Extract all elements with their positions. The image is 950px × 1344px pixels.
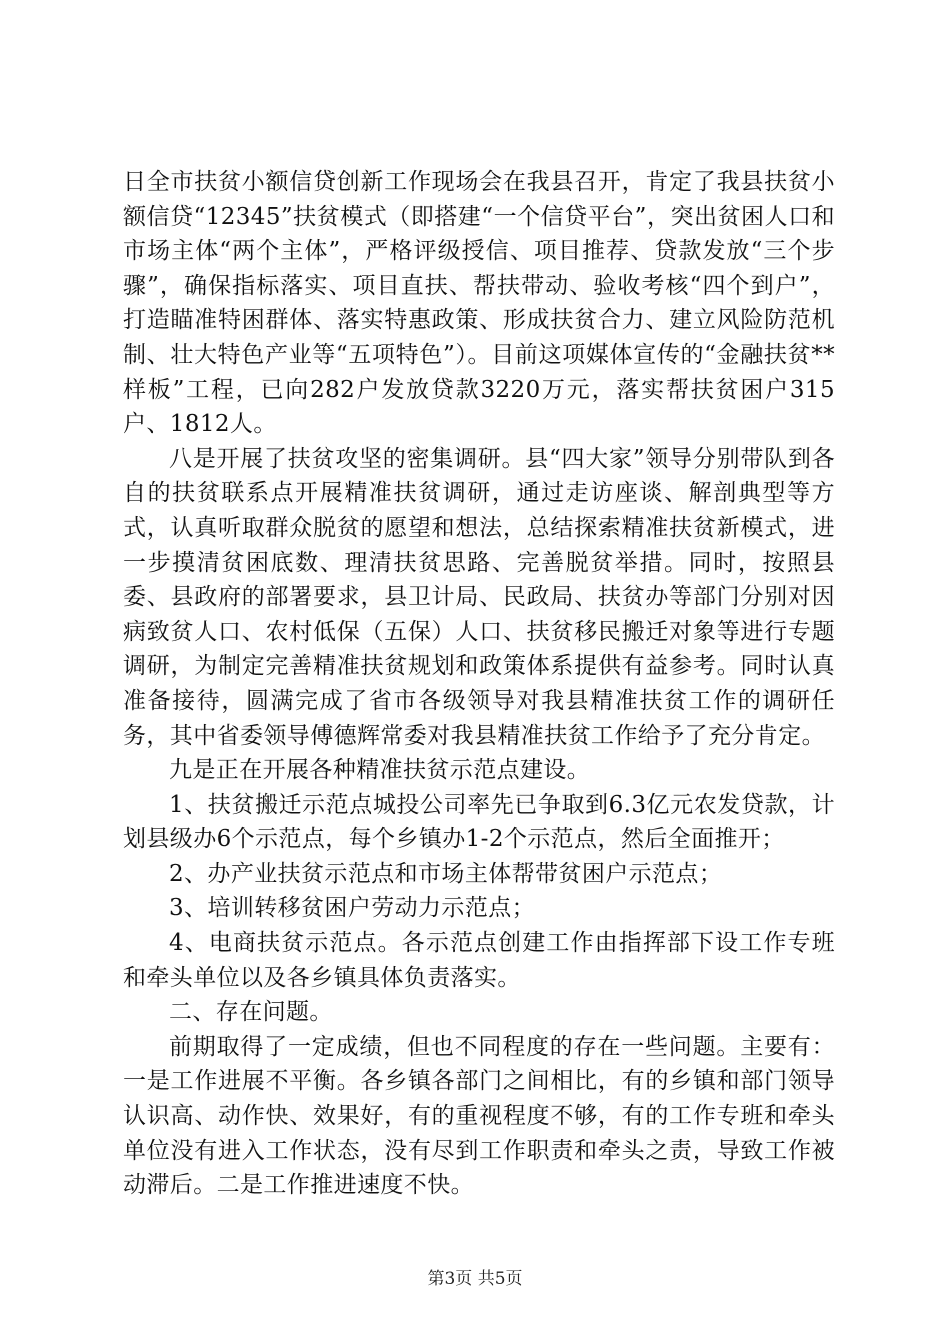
list-item-ecommerce: 4、电商扶贫示范点。各示范点创建工作由指挥部下设工作专班和牵头单位以及各乡镇具体负责落实。: [123, 930, 835, 991]
page-number-footer: 第3页 共5页: [427, 1269, 523, 1289]
list-item-training: 3、培训转移贫困户劳动力示范点；: [169, 895, 536, 922]
paragraph-continued: 日全市扶贫小额信贷创新工作现场会在我县召开，肯定了我县扶贫小额信贷“12345”扶贫模式（即搭建“一个信贷平台”，突出贫困人口和市场主体“两个主体”，严格评级授信、项目推荐、贷款发放“三个步骤”，确保指标落实、项目直扶、帮扶带动、验收考核“四个到户”，打造瞄准特困群体、落实特惠政策、形成扶贫合力、建立风险防范机制、壮大特色产业等“五项特色”）。目前这项媒体宣传的“金融扶贫**样板”工程，已向282户发放贷款3220万元，落实帮扶贫困户315户、1812人。: [123, 169, 835, 438]
paragraph-problems: 前期取得了一定成绩，但也不同程度的存在一些问题。主要有：一是工作进展不平衡。各乡镇各部门之间相比，有的乡镇和部门领导认识高、动作快、效果好，有的重视程度不够，有的工作专班和牵头单位没有进入工作状态，没有尽到工作职责和牵头之责，导致工作被动滞后。二是工作推进速度不快。: [123, 1033, 835, 1199]
paragraph-demo-sites: 九是正在开展各种精准扶贫示范点建设。: [169, 757, 591, 784]
list-item-industry: 2、办产业扶贫示范点和市场主体帮带贫困户示范点；: [169, 860, 723, 887]
paragraph-research: 八是开展了扶贫攻坚的密集调研。县“四大家”领导分别带队到各自的扶贫联系点开展精准扶贫调研，通过走访座谈、解剖典型等方式，认真听取群众脱贫的愿望和想法，总结探索精准扶贫新模式，进一步摸清贫困底数、理清扶贫思路、完善脱贫举措。同时，按照县委、县政府的部署要求，县卫计局、民政局、扶贫办等部门分别对因病致贫人口、农村低保（五保）人口、扶贫移民搬迁对象等进行专题调研，为制定完善精准扶贫规划和政策体系提供有益参考。同时认真准备接待，圆满完成了省市各级领导对我县精准扶贫工作的调研任务，其中省委领导傅德辉常委对我县精准扶贫工作给予了充分肯定。: [123, 445, 835, 749]
list-item-relocation: 1、扶贫搬迁示范点城投公司率先已争取到6.3亿元农发贷款，计划县级办6个示范点，每个乡镇办1-2个示范点，然后全面推开；: [123, 791, 835, 853]
section-heading-problems: 二、存在问题。: [169, 999, 333, 1026]
document-body: [123, 165, 835, 1203]
